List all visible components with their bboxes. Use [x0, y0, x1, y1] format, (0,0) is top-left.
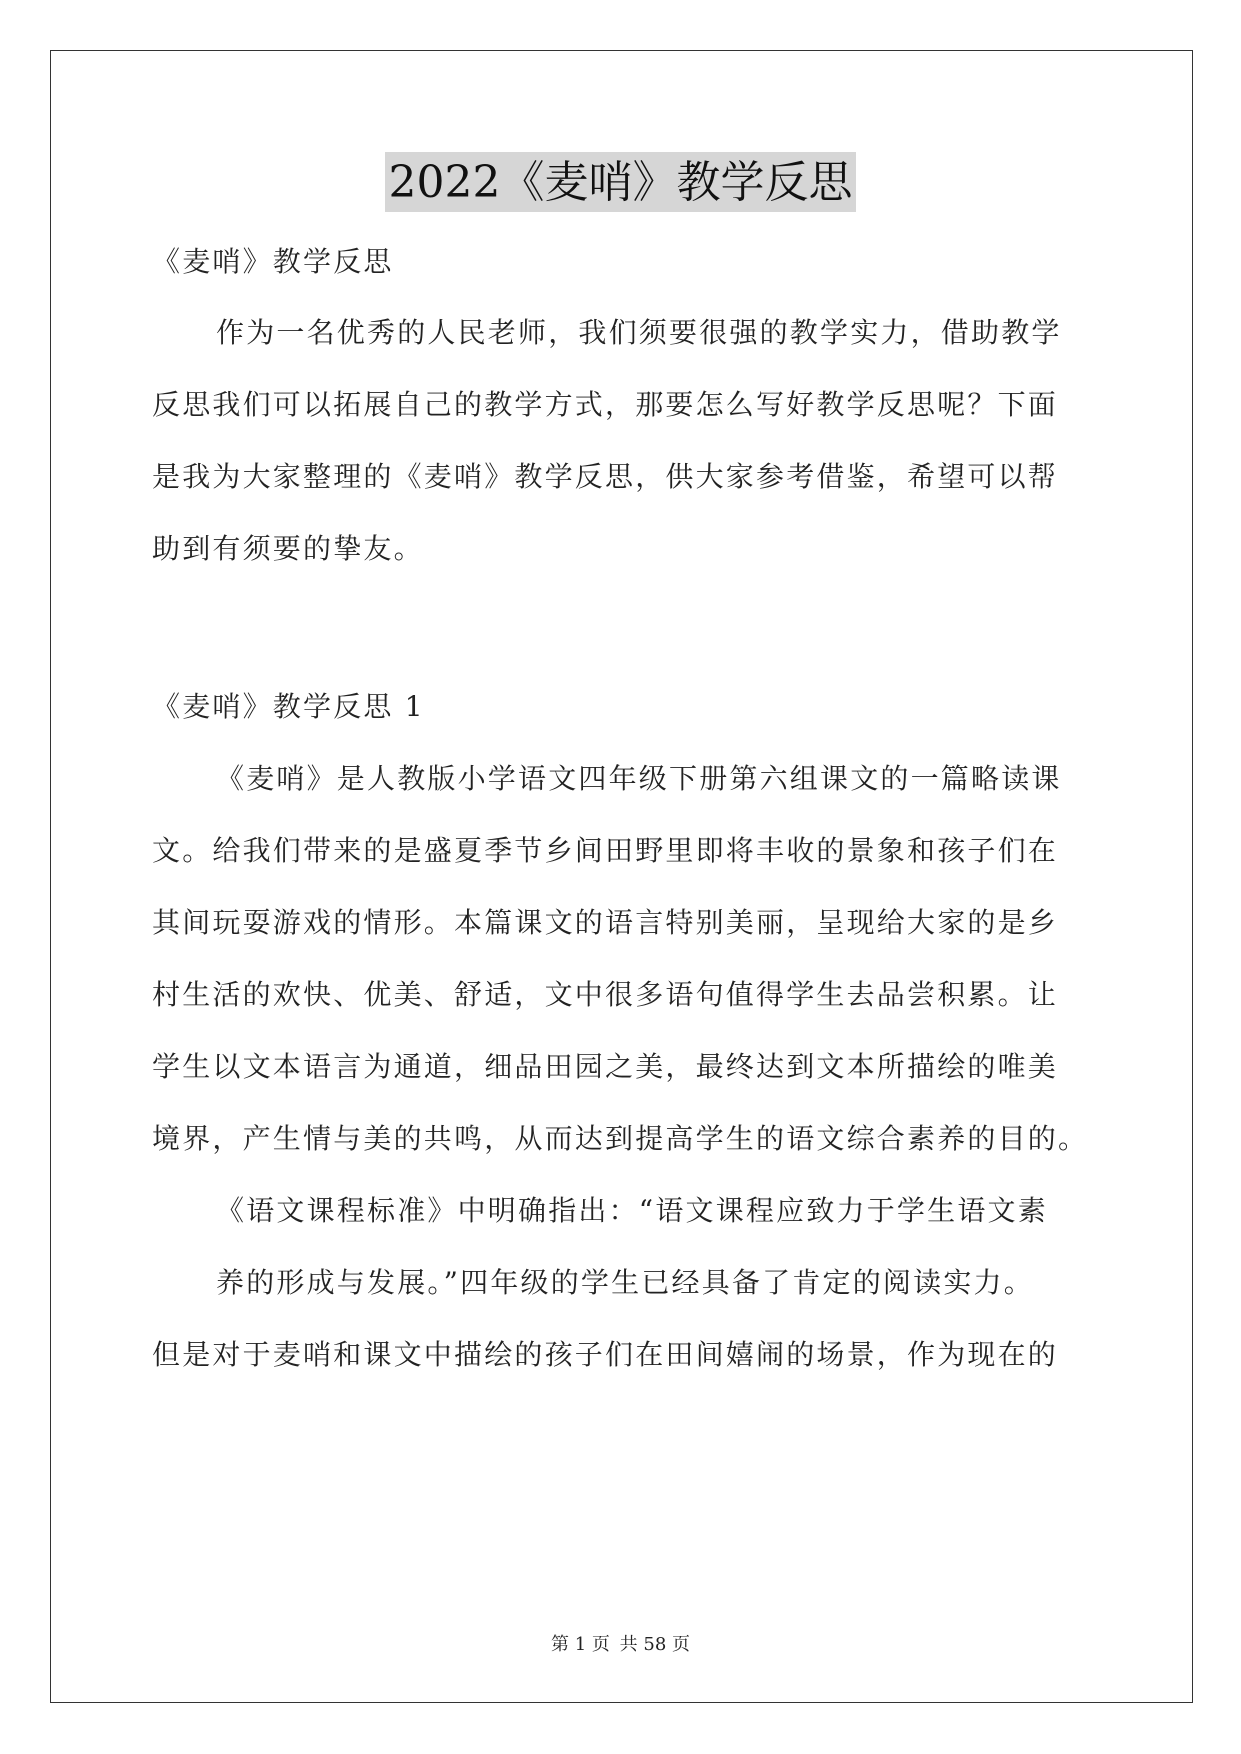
document-title-block	[0, 152, 1241, 212]
page-number: 第 1 页	[551, 1634, 610, 1655]
document-subtitle: 《麦哨》教学反思	[152, 245, 394, 278]
intro-line-3: 是我为大家整理的《麦哨》教学反思，供大家参考借鉴，希望可以帮	[152, 460, 1059, 493]
page-footer	[0, 1634, 1241, 1656]
body-line-9: 但是对于麦哨和课文中描绘的孩子们在田间嬉闹的场景，作为现在的	[152, 1338, 1059, 1371]
section-heading: 《麦哨》教学反思 1	[152, 690, 425, 723]
page-border	[50, 50, 1193, 1703]
body-line-6: 境界，产生情与美的共鸣，从而达到提高学生的语文综合素养的目的。	[152, 1122, 1089, 1155]
body-line-8: 养的形成与发展。”四年级的学生已经具备了肯定的阅读实力。	[216, 1266, 1034, 1299]
body-line-3: 其间玩耍游戏的情形。本篇课文的语言特别美丽，呈现给大家的是乡	[152, 906, 1059, 939]
body-line-2: 文。给我们带来的是盛夏季节乡间田野里即将丰收的景象和孩子们在	[152, 834, 1059, 867]
intro-line-2: 反思我们可以拓展自己的教学方式，那要怎么写好教学反思呢？下面	[152, 388, 1059, 421]
intro-line-4: 助到有须要的挚友。	[152, 532, 424, 565]
body-line-7: 《语文课程标准》中明确指出：“语文课程应致力于学生语文素	[216, 1194, 1048, 1227]
body-line-5: 学生以文本语言为通道，细品田园之美，最终达到文本所描绘的唯美	[152, 1050, 1059, 1083]
document-title: 2022《麦哨》教学反思	[385, 152, 857, 212]
intro-line-1: 作为一名优秀的人民老师，我们须要很强的教学实力，借助教学	[216, 316, 1062, 349]
body-line-1: 《麦哨》是人教版小学语文四年级下册第六组课文的一篇略读课	[216, 762, 1062, 795]
body-line-4: 村生活的欢快、优美、舒适，文中很多语句值得学生去品尝积累。让	[152, 978, 1059, 1011]
page-total: 共 58 页	[619, 1634, 690, 1655]
